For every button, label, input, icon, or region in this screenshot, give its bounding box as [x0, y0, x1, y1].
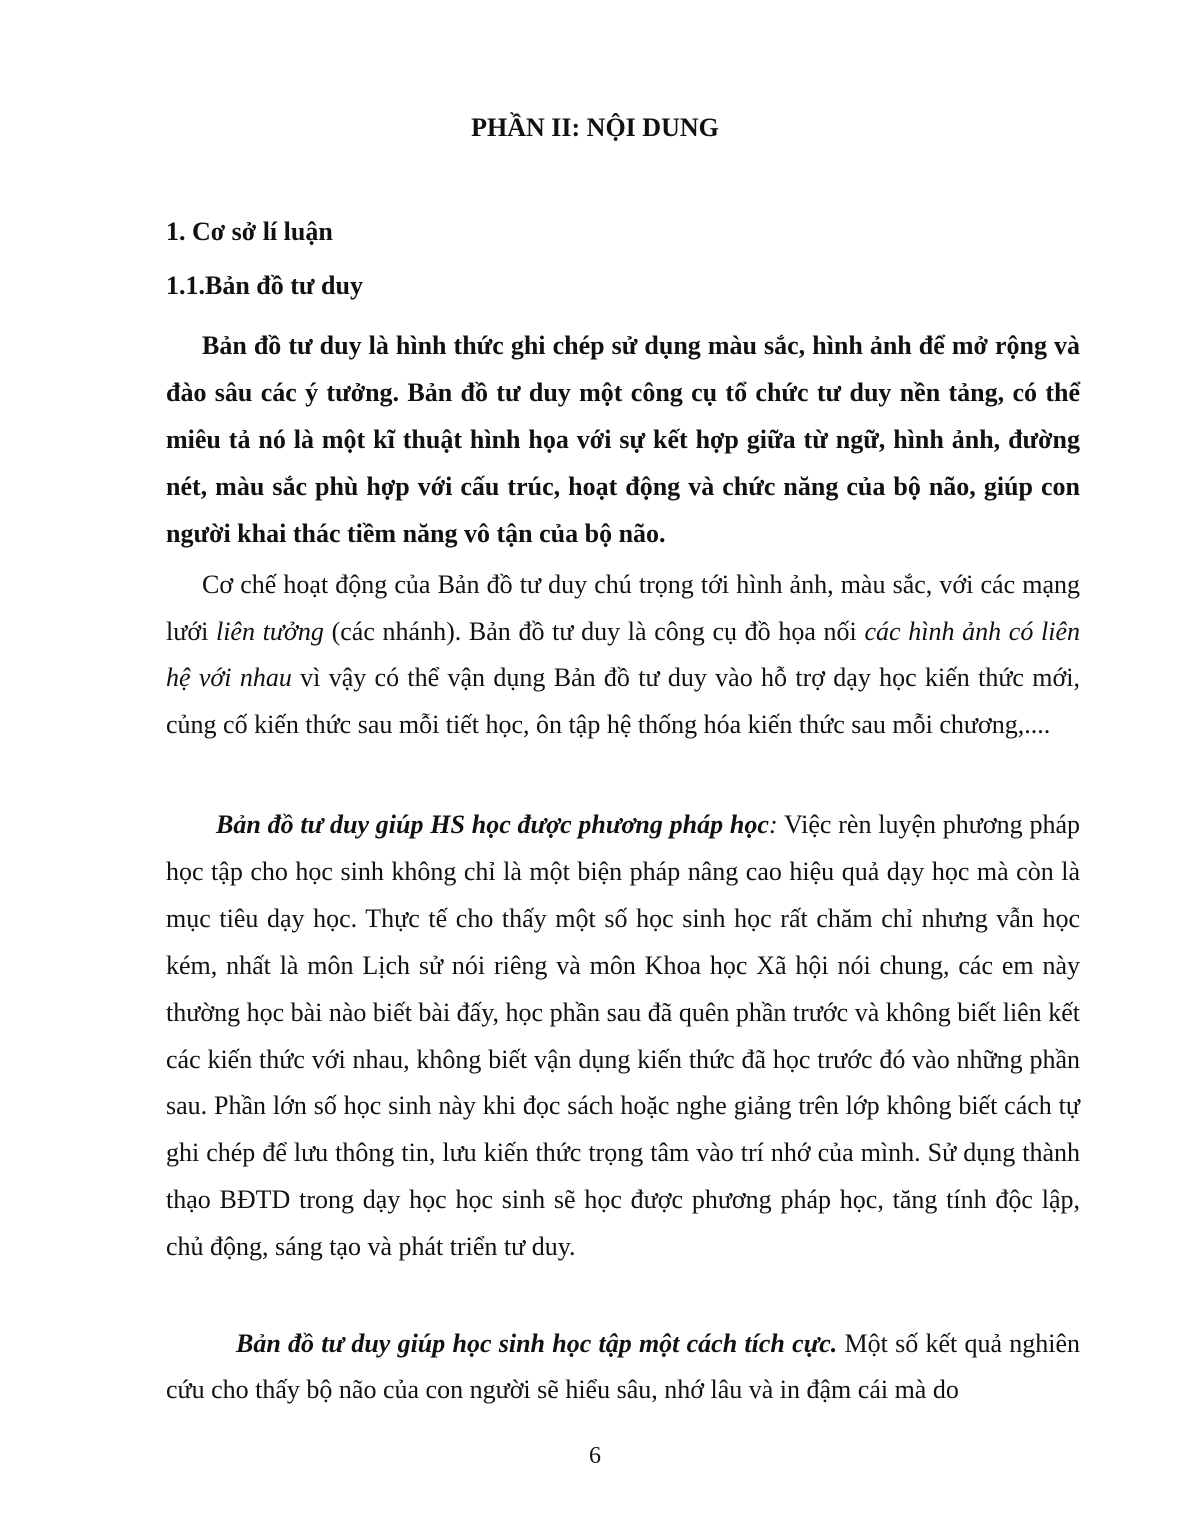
- section-title: PHẦN II: NỘI DUNG: [471, 113, 719, 142]
- paragraph-active-learning-lead: Bản đồ tư duy giúp học sinh học tập một cách tích cực.: [236, 1329, 838, 1358]
- paragraph-learning-method-lead: Bản đồ tư duy giúp HS học được phương pháp học: [216, 810, 769, 839]
- paragraph-mechanism-text-1: Cơ chế hoạt động của Bản đồ tư duy chú trọng tới hình ảnh, màu sắc, với các mạng lưới: [166, 570, 1080, 646]
- paragraph-learning-method-body: Việc rèn luyện phương pháp học tập cho học sinh không chỉ là một biện pháp nâng cao hiệu quả dạy học mà còn là mục tiêu dạy học. Thực tế cho thấy một số học sinh học rất chăm chỉ nhưng vẫn học kém, nhất là môn Lịch sử nói riêng và môn Khoa học Xã hội nói chung, các em này thường học bài nào biết bài đấy, học phần sau đã quên phần trước và không biết liên kết các kiến thức với nhau, không biết vận dụng kiến thức đã học trước đó vào những phần sau. Phần lớn số học sinh này khi đọc sách hoặc nghe giảng trên lớp không biết cách tự ghi chép để lưu thông tin, lưu kiến thức trọng tâm vào trí nhớ của mình. Sử dụng thành thạo BĐTD trong dạy học học sinh sẽ học được phương pháp học, tăng tính độc lập, chủ động, sáng tạo và phát triển tư duy.: [166, 810, 1080, 1262]
- paragraph-mechanism: [166, 562, 1080, 748]
- paragraph-mechanism-text-2: (các nhánh). Bản đồ tư duy là công cụ đồ họa nối: [323, 616, 865, 646]
- paragraph-learning-method-colon: :: [768, 810, 778, 839]
- paragraph-mechanism-text-3: vì vậy có thể vận dụng Bản đồ tư duy vào hỗ trợ dạy học kiến thức mới, củng cố kiến thức sau mỗi tiết học, ôn tập hệ thống hóa kiến thức sau mỗi chương,....: [166, 663, 1080, 739]
- paragraph-active-learning: [166, 1321, 1080, 1413]
- paragraph-mechanism-italic-2: các hình ảnh có liên hệ với nhau: [166, 616, 1080, 692]
- heading-co-so-li-luan: 1. Cơ sở lí luận: [166, 217, 333, 246]
- heading-ban-do-tu-duy: 1.1.Bản đồ tư duy: [166, 271, 363, 300]
- paragraph-definition: Bản đồ tư duy là hình thức ghi chép sử dụng màu sắc, hình ảnh để mở rộng và đào sâu các ý tưởng. Bản đồ tư duy một công cụ tổ chức tư duy nền tảng, có thể miêu tả nó là một kĩ thuật hình họa với sự kết hợp giữa từ ngữ, hình ảnh, đường nét, màu sắc phù hợp với cấu trúc, hoạt động và chức năng của bộ não, giúp con người khai thác tiềm năng vô tận của bộ não.: [166, 331, 1080, 548]
- paragraph-learning-method: [166, 802, 1080, 1271]
- paragraph-active-learning-body: Một số kết quả nghiên cứu cho thấy bộ não của con người sẽ hiểu sâu, nhớ lâu và in đậm cái mà do: [166, 1329, 1080, 1404]
- paragraph-mechanism-italic-1: liên tưởng: [215, 616, 324, 646]
- page-number: 6: [589, 1443, 601, 1469]
